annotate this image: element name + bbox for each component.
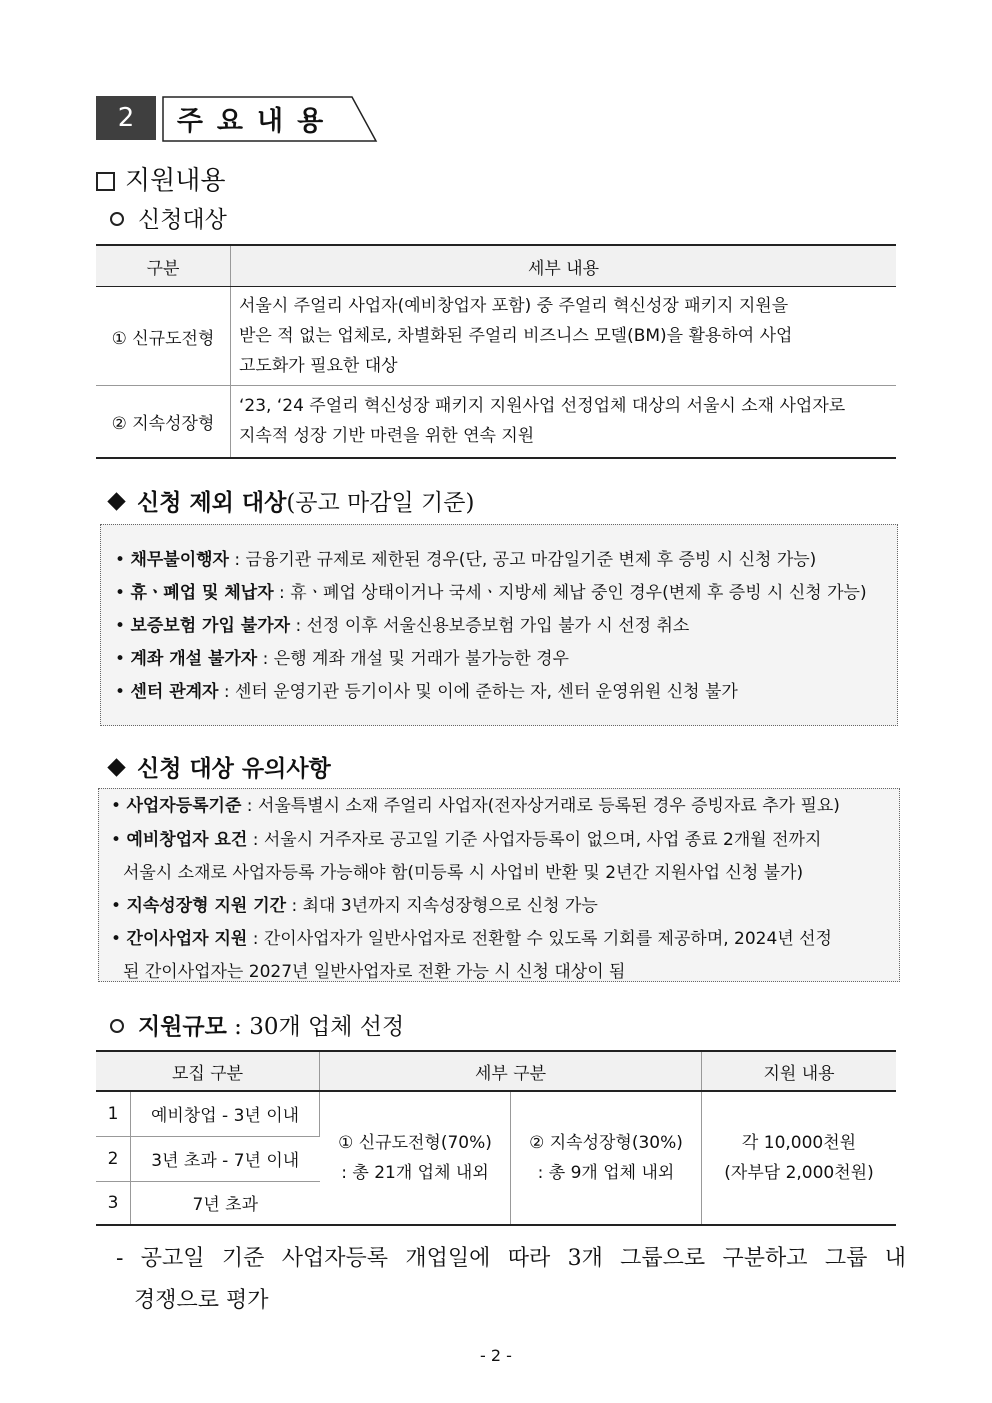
group-label: 7년 초과: [192, 1195, 258, 1216]
exclusion-box: [100, 524, 898, 726]
group-no: 1: [96, 1091, 131, 1136]
target-table-header-type: 구분: [96, 245, 231, 287]
list-item: • 예비창업자 요건 : 서울시 거주자로 공고일 기준 사업자등록이 없으며, 사업 종료 2개월 전까지 서울시 소재로 사업자등록 가능해야 함(미등록 시 사업비 반환 및 2년간 지원사업 신청 불가): [111, 830, 822, 883]
list-item: • 센터 관계자 : 센터 운영기관 등기이사 및 이에 준하는 자, 센터 운영위원 신청 불가: [115, 682, 738, 702]
section-number: 2: [96, 96, 156, 140]
target-type-continue: ② 지속성장형: [96, 386, 231, 458]
circle-bullet-icon: [110, 212, 124, 226]
scale-header-group: 모집 구분: [96, 1051, 320, 1091]
notes-box: [98, 788, 900, 982]
heading-scale: 지원규모 : 30개 업체 선정: [110, 1008, 404, 1041]
target-detail-continue: ‘23, ‘24 주얼리 혁신성장 패키지 지원사업 선정업체 대상의 서울시 소재 사업자로 지속적 성장 기반 마련을 위한 연속 지원: [239, 396, 846, 447]
target-table: [96, 244, 896, 459]
heading-exclusion: 신청 제외 대상(공고 마감일 기준): [104, 484, 474, 517]
scale-header-detail: 세부 구분: [320, 1051, 702, 1091]
target-table-header-detail: 세부 내용: [231, 245, 897, 287]
group-no: 2: [96, 1136, 131, 1181]
group-label: 예비창업 - 3년 이내: [131, 1091, 320, 1136]
list-item: • 휴ㆍ폐업 및 체납자 : 휴ㆍ폐업 상태이거나 국세ㆍ지방세 체납 중인 경우(변제 후 증빙 시 신청 가능): [115, 583, 867, 603]
target-type-new: ① 신규도전형: [96, 287, 231, 386]
table-row: [96, 1091, 896, 1136]
checkbox-icon: [96, 172, 115, 191]
list-item: • 사업자등록기준 : 서울특별시 소재 주얼리 사업자(전자상거래로 등록된 경우 증빙자료 추가 필요): [111, 796, 840, 816]
support-amount: 각 10,000천원 (자부담 2,000천원): [724, 1133, 874, 1183]
list-item: • 간이사업자 지원 : 간이사업자가 일반사업자로 전환할 수 있도록 기회를 제공하며, 2024년 선정 된 간이사업자는 2027년 일반사업자로 전환 가능 시 신청 대상이 됨: [111, 929, 832, 982]
diamond-bullet-icon: [107, 492, 125, 510]
detail-continue: ② 지속성장형(30%) : 총 9개 업체 내외: [511, 1091, 702, 1225]
heading-support-content: 지원내용: [96, 160, 225, 197]
detail-new: ① 신규도전형(70%) : 총 21개 업체 내외: [320, 1091, 511, 1225]
target-detail-new: 서울시 주얼리 사업자(예비창업자 포함) 중 주얼리 혁신성장 패키지 지원을 받은 적 없는 업체로, 차별화된 주얼리 비즈니스 모델(BM)을 활용하여 사업 고도화가 필요한 대상: [231, 287, 897, 386]
circle-bullet-icon: [110, 1019, 124, 1033]
heading-target: 신청대상: [110, 201, 227, 234]
table-row: [96, 386, 896, 458]
group-label: 3년 초과 - 7년 이내: [131, 1136, 320, 1181]
list-item: • 계좌 개설 불가자 : 은행 계좌 개설 및 거래가 불가능한 경우: [115, 649, 569, 669]
table-row: [96, 287, 896, 386]
group-no: 3: [96, 1181, 131, 1225]
heading-notes: 신청 대상 유의사항: [104, 750, 331, 783]
list-item: • 지속성장형 지원 기간 : 최대 3년까지 지속성장형으로 신청 가능: [111, 896, 598, 916]
diamond-bullet-icon: [107, 758, 125, 776]
list-item: • 보증보험 가입 불가자 : 선정 이후 서울신용보증보험 가입 불가 시 선정 취소: [115, 616, 690, 636]
section-title: 주요내용: [176, 105, 338, 137]
scale-table: [96, 1050, 896, 1226]
scale-header-support: 지원 내용: [702, 1051, 897, 1091]
scale-footnote: - 공고일 기준 사업자등록 개업일에 따라 3개 그룹으로 구분하고 그룹 내 경쟁으로 평가: [116, 1246, 906, 1313]
list-item: • 채무불이행자 : 금융기관 규제로 제한된 경우(단, 공고 마감일기준 변제 후 증빙 시 신청 가능): [115, 550, 817, 570]
page-number: - 2 -: [480, 1346, 512, 1365]
